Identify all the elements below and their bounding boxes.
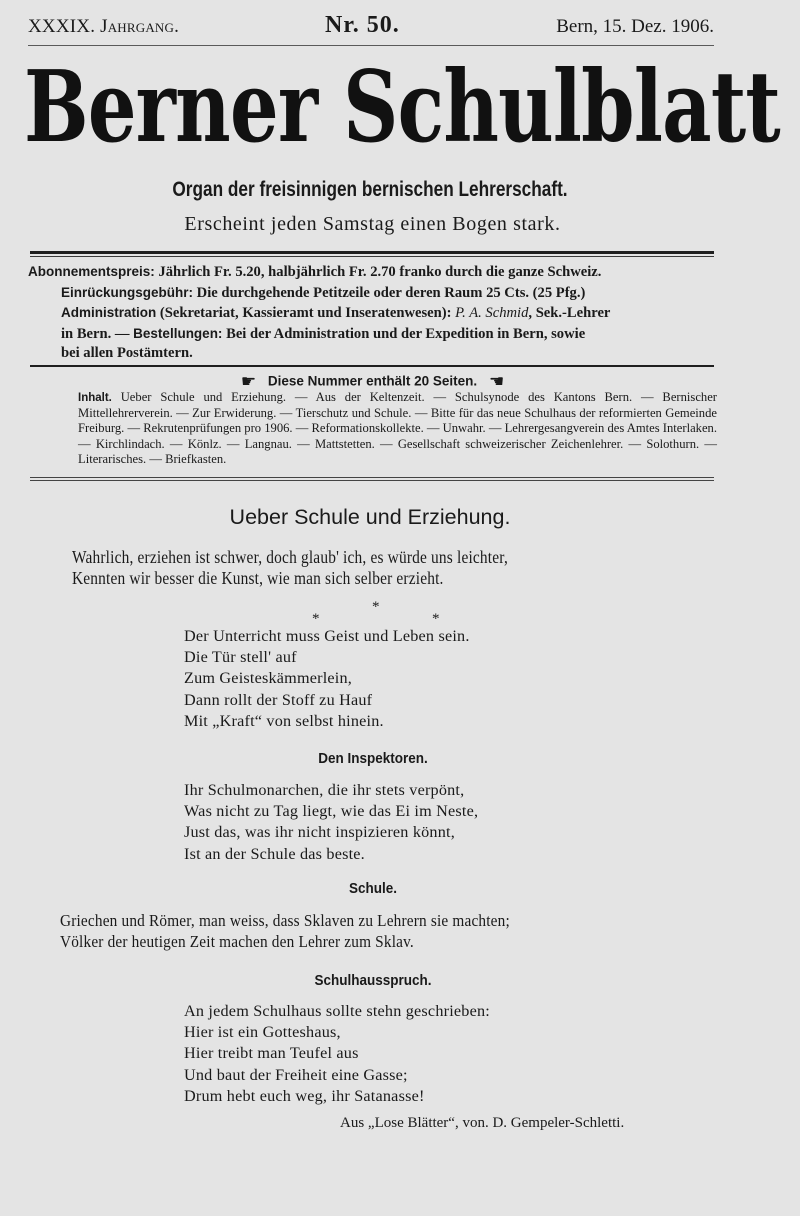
verse-line: Drum hebt euch weg, ihr Satanasse! <box>184 1086 425 1105</box>
pointing-hand-icon: ☛ <box>240 372 257 391</box>
verse-line: Zum Geisteskämmerlein, <box>184 669 353 688</box>
verse-line: Just das, was ihr nicht inspizieren könnt, <box>184 823 455 842</box>
epigraph <box>72 547 508 589</box>
info-einrueckung <box>28 283 718 304</box>
asterisk-icon: * <box>372 599 380 615</box>
pointing-hand-icon: ☛ <box>488 372 505 391</box>
verse-line: Wahrlich, erziehen ist schwer, doch glaub' ich, es würde uns leichter, <box>72 547 508 567</box>
poem-schulhausspruch <box>184 1001 490 1107</box>
info-rule <box>30 365 714 367</box>
place-date: Bern, 15. Dez. 1906. <box>556 16 714 37</box>
header-rule <box>28 45 714 46</box>
page-count-notice: Diese Nummer enthält 20 Seiten. <box>267 373 478 389</box>
poem-schule <box>60 910 510 952</box>
info-abonnement <box>28 262 718 283</box>
contents-label: Inhalt. <box>78 392 112 404</box>
asterisk-icon: * <box>432 611 440 627</box>
table-of-contents <box>29 390 717 467</box>
asterisk-icon: * <box>312 611 320 627</box>
administration-label: Administration <box>61 305 157 321</box>
section-heading-schulhausspruch: Schulhausspruch. <box>314 972 432 989</box>
issue-number: Nr. 50. <box>325 12 400 38</box>
administration-text: (Sekretariat, Kassieramt und Inseratenwesen): <box>156 305 456 322</box>
einrueckung-text: Die durchgehende Petitzeile oder deren Raum 25 Cts. (25 Pfg.) <box>193 284 586 301</box>
verse-line: Der Unterricht muss Geist und Leben sein. <box>184 627 470 645</box>
section-heading-schule: Schule. <box>348 880 398 897</box>
article-title: Ueber Schule und Erziehung. <box>229 505 511 529</box>
info-postaemter <box>28 344 718 364</box>
verse-line: Griechen und Römer, man weiss, dass Sklaven zu Lehrern sie machten; <box>60 911 510 930</box>
verse-line: An jedem Schulhaus sollte stehn geschrieben: <box>184 1002 490 1020</box>
verse-line: Was nicht zu Tag liegt, wie das Ei im Neste, <box>184 802 479 821</box>
verse-line: Hier treibt man Teufel aus <box>184 1044 359 1063</box>
verse-line: Ihr Schulmonarchen, die ihr stets verpönt, <box>184 781 465 799</box>
verse-line: Dann rollt der Stoff zu Hauf <box>184 690 373 709</box>
abonnement-text: Jährlich Fr. 5.20, halbjährlich Fr. 2.70 franko durch die ganze Schweiz. <box>154 264 602 280</box>
masthead-title: Berner Schulblatt <box>24 50 780 165</box>
masthead-subtitle: Organ der freisinnigen bernischen Lehrerschaft. <box>172 178 568 201</box>
verse-line: Hier ist ein Gotteshaus, <box>184 1023 341 1042</box>
bestellungen-label: Bestellungen: <box>133 325 223 341</box>
einrueckung-label: Einrückungsgebühr: <box>61 284 194 300</box>
masthead-tagline: Erscheint jeden Samstag einen Bogen stark. <box>184 213 561 235</box>
source-credit: Aus „Lose Blätter“, von. D. Gempeler-Schletti. <box>340 1115 625 1131</box>
contents-double-rule <box>30 477 714 481</box>
asterism-separator <box>0 599 800 627</box>
info-bestellungen <box>28 324 718 345</box>
verse-line: Die Tür stell' auf <box>184 648 297 667</box>
issue-header <box>28 12 714 40</box>
verse-line: Mit „Kraft“ von selbst hinein. <box>184 711 384 730</box>
verse-line: Ist an der Schule das beste. <box>184 844 365 863</box>
section-heading-inspektoren: Den Inspektoren. <box>318 750 428 767</box>
contents-notice <box>0 372 745 392</box>
abonnement-label: Abonnementspreis: <box>28 264 155 279</box>
administration-name: P. A. Schmid <box>455 305 529 322</box>
subscription-info <box>28 262 718 364</box>
verse-line: Und baut der Freiheit eine Gasse; <box>184 1065 408 1084</box>
line5-text: bei allen Postämtern. <box>61 345 193 362</box>
contents-text: Ueber Schule und Erziehung. — Aus der Keltenzeit. — Schulsynode des Kantons Bern. — Bernischer Mittellehrerverein. — Zur Erwiderung. — Tierschutz und Schule. — Bitte für das neue Schulhaus der reformierten Gemeinde Freiburg. — Rekrutenprüfungen pro 1906. — Reformationskollekte. — Unwahr. — Lehrergesangverein des Amtes Interlaken. — Kirchlindach. — Könlz. — Langnau. — Mattstetten. — Gesellschaft schweizerischer Zeichenlehrer. — Solothurn. — Literarisches. — Briefkasten. <box>78 390 717 466</box>
administration-role: , Sek.-Lehrer <box>528 305 611 322</box>
verse-line: Völker der heutigen Zeit machen den Lehrer zum Sklav. <box>60 932 414 952</box>
info-administration <box>28 303 718 324</box>
poem-unterricht <box>184 626 470 732</box>
volume-label: XXXIX. Jahrgang. <box>28 16 180 37</box>
bestellungen-text: Bei der Administration und der Expedition in Bern, sowie <box>222 325 586 342</box>
masthead-double-rule <box>30 251 714 257</box>
line4-start: in Bern. — <box>61 325 134 342</box>
verse-line: Kennten wir besser die Kunst, wie man sich selber erzieht. <box>72 568 444 589</box>
poem-inspektoren <box>184 780 478 865</box>
